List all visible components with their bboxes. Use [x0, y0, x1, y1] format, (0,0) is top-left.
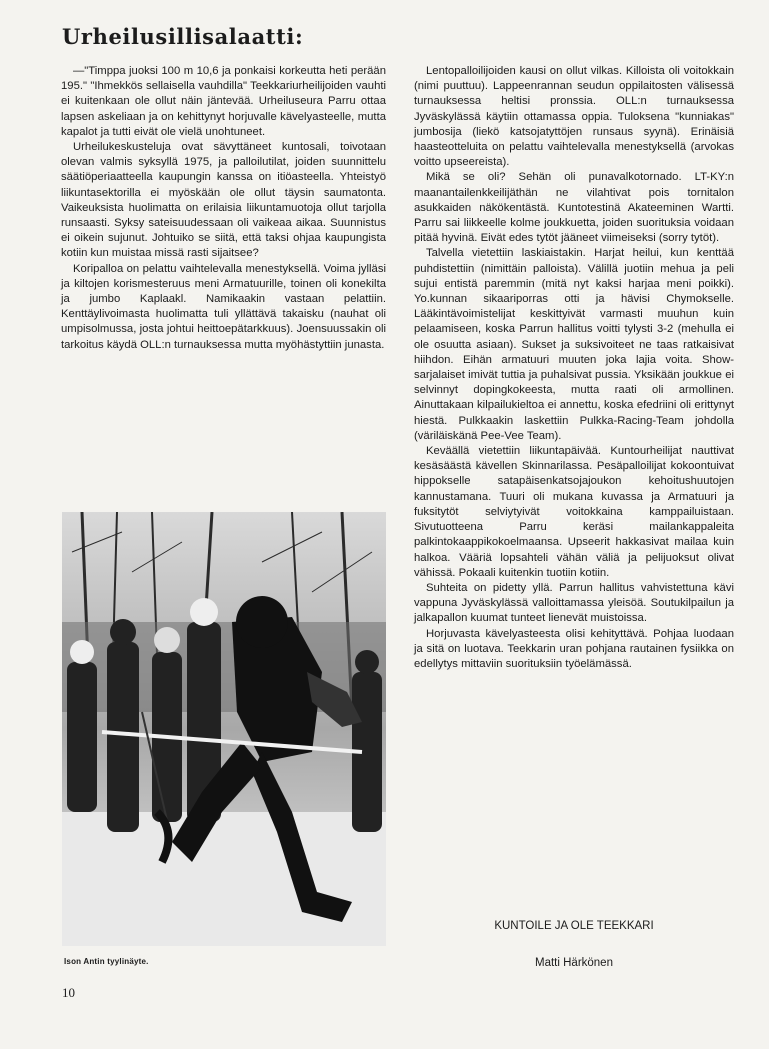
signoff-slogan: KUNTOILE JA OLE TEEKKARI [494, 920, 654, 932]
paragraph: Talvella vietettiin laskiaistakin. Harjat heilui, kun kenttää puhdistettiin (nimittäin palloista). Välillä juotiin mehua ja peli sujui entistä paremmin (mitä nyt kaksi harjaa meni poikki). Yo.kunnan sikaariporras otti ja hävisi Chymokselle. Lääkintävoimistelijat keskittyivät varmasti muuhun kuin pelaamiseen, koska Parrun hallitus voitti tylysti 3-2 (mehulla ei ole osuutta asiaan). Sukset ja suksivoiteet ne taas ratkaisivat hiihdon. Eihän armatuuri muuten joka lajia voita. Show-sarjalaiset imivät tuttia ja puhalsivat pussia. Yksikään joukkue ei selvinnyt dopingkokeesta, mutta raati oli armollinen. Ainuttakaan kilpailukieltoa ei annettu, koska efedriini oli erittynyt hiestä. Pulkkaakin laskettiin Pulkka-Racing-Team johdolla (väriläiskänä Pee-Vee Team). [414, 247, 734, 442]
paragraph: Mikä se oli? Sehän oli punavalkotornado. LT-KY:n maanantailenkkeilijäthän ne vilahtivat pois tornitalon asukkaiden näkökentästä. Kuntotestinä Akateeminen Wartti. Parru sai liikkeelle kolme joukkuetta, joiden suorituksia voidaan pitää hyvinä. Eivät edes tytöt jääneet viimeiseksi (sorry tytöt). [414, 171, 734, 245]
paragraph: Suhteita on pidetty yllä. Parrun hallitus vahvistettuna kävi vappuna Jyväskylässä valloittamassa yleisöä. Soutukilpailun ja jalkapallon kuumat tunteet lienevät muistoissa. [414, 581, 734, 625]
photo-caption: Ison Antin tyylinäyte. [64, 957, 149, 966]
paragraph: Horjuvasta kävelyasteesta olisi kehityttävä. Pohjaa luodaan ja sitä on luotava. Teekkarin uran pohjana rautainen fysiikka on edellytys mittaviin suorituksiin työelämässä. [414, 627, 734, 670]
photo-image [62, 512, 386, 946]
author-name: Matti Härkönen [535, 957, 613, 969]
paragraph: —"Timppa juoksi 100 m 10,6 ja ponkaisi korkeutta heti perään 195." "Ihmekkös sellaisella vauhdilla" Teekkariurheilijoiden vauhti ei kuitenkaan ole ollut näin jäntevää. Urheiluseura Parru ottaa lapsen askeliaan ja on kehittynyt horjuvalle kävelyasteelle, mutta kapalot ja tutti eivät ole vielä unohtuneet. [61, 65, 386, 138]
paragraph: Koripalloa on pelattu vaihtelevalla menestyksellä. Voima jylläsi ja kiltojen korismesteruus meni Armatuurille, toinen oli konekilta ja jumbo Kaplaakl. Namikaakin vastaan pelattiin. Kenttäylivoimasta huolimatta tuli yllättävä takaisku (nauhat oli umpisolmussa, josta johtui heittoepätarkkuus). Joensuussakin oli tarkoitus käydä OLL:n turnauksessa mutta myöhästyttiin junasta. [61, 262, 386, 351]
right-column [414, 64, 734, 672]
page-number: 10 [62, 985, 75, 1000]
left-column [61, 64, 386, 353]
article-title: Urheilusillisalaatti: [62, 24, 304, 49]
sports-photo [62, 512, 386, 946]
paragraph: Keväällä vietettiin liikuntapäivää. Kuntourheilijat nauttivat kesäsäästä kävellen Skinnarilassa. Pesäpalloilijat kokoontuivat hippokselle satapäisenkatsojajoukon kehoitushuutojen kannustamana. Tuuri oli mukana kuvassa ja Armatuuri ja fuksitytöt selviytyivät voitokkaina kamppailuistaan. Sivutuotteena Parru keräsi mailankappaleita palkintokaappikokoelmaansa. Upseerit hakkasivat mailaa kuin halkoa. Vääriä lopsahteli vähän väliä ja pelijuoksut olivat vähissä. Pokaali kuitenkin tuotiin kotiin. [414, 445, 734, 579]
paragraph: Urheilukeskusteluja ovat sävyttäneet kuntosali, toivotaan olevan valmis syksyllä 1975, ja palloilutilat, joiden suunnittelu säätiöperiaatteella kaupungin kanssa on itiöasteella. Yhteistyö liikuntasektorilla ei myöskään ole ollut täysin saumatonta. Vaikeuksista huolimatta on erilaisia liikuntamuotoja ollut tarjolla runsaasti. Syksy sateisuudessaan oli vaikeaa aikaa. Suunnistus ei oikein sujunut. Johtuiko se siitä, että taksi ohjaa kaupungista kotiin kun muistaa missä rasti sijaitsee? [61, 141, 386, 260]
paragraph: Lentopalloilijoiden kausi on ollut vilkas. Killoista oli voitokkain (nimi puuttuu). Lappeenrannan seudun oppilaitosten välisessä turnauksessa heltisi pronssia. OLL:n turnauksessa Jyväskylässä käytiin ottamassa oppia. Tuloksena "kunniakas" jumbosija (liekö katsojatyttöjen runsaus syynä). Erinäisiä haasteotteluita on pelattu vaihtelevalla menestyksellä (arvokas voitto upseereista). [414, 65, 734, 169]
